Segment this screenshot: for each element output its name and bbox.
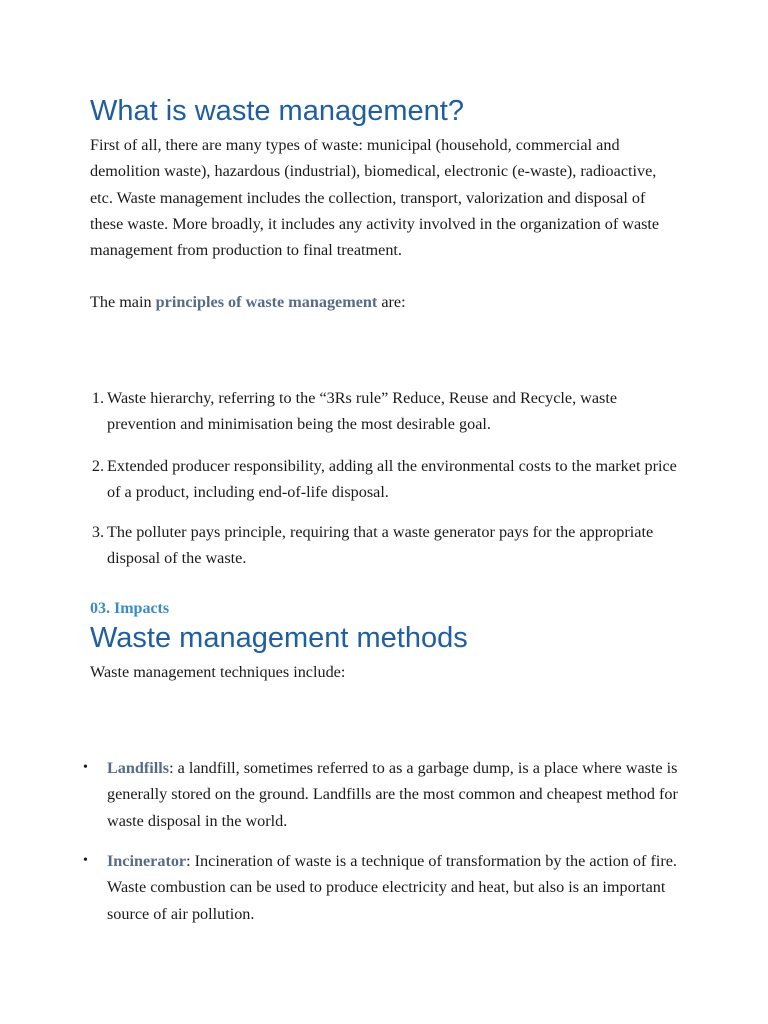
methods-intro: Waste management techniques include: [90, 663, 346, 681]
principles-link[interactable]: principles of waste management [155, 293, 378, 311]
principles-intro [90, 289, 670, 315]
method-text: : Incineration of waste is a technique of transformation by the action of fire. Waste combustion can be used to produce electricity and heat, but also is an important source of air pollution. [107, 852, 677, 923]
method-item-landfills [82, 755, 678, 834]
method-term-incinerator[interactable]: Incinerator [107, 852, 187, 870]
principles-suffix: are: [377, 293, 406, 311]
principles-prefix: The main [90, 293, 156, 311]
principle-item-2 [82, 453, 678, 506]
intro-paragraph: First of all, there are many types of waste: municipal (household, commercial and demolition waste), hazardous (industrial), biomedical, electronic (e-waste), radioactive, etc. Waste management includes the collection, transport, valorization and disposal of these waste. More broadly, it includes any activity involved in the organization of waste management from production to final treatment. [90, 136, 660, 260]
heading-what-is-waste-management: What is waste management? [90, 95, 464, 127]
heading-waste-management-methods: Waste management methods [90, 622, 468, 654]
list-number: 3. [91, 523, 104, 541]
principle-item-3 [82, 519, 678, 572]
section-tag-impacts[interactable]: 03. Impacts [90, 600, 170, 617]
principle-text: The polluter pays principle, requiring that a waste generator pays for the appropriate disposal of the waste. [107, 523, 654, 568]
list-number: 1. [91, 389, 104, 407]
bullet-icon: • [83, 760, 88, 775]
method-text: : a landfill, sometimes referred to as a garbage dump, is a place where waste is generally stored on the ground. Landfills are the most common and cheapest method for waste disposal in the world. [107, 759, 678, 830]
method-term-landfills[interactable]: Landfills [107, 759, 170, 777]
bullet-icon: • [83, 853, 88, 868]
principle-text: Waste hierarchy, referring to the “3Rs rule” Reduce, Reuse and Recycle, waste prevention and minimisation being the most desirable goal. [107, 389, 618, 434]
method-item-incinerator [82, 848, 678, 927]
list-number: 2. [91, 457, 104, 475]
principle-text: Extended producer responsibility, adding all the environmental costs to the market price of a product, including end-of-life disposal. [107, 457, 677, 502]
principle-item-1 [82, 385, 678, 438]
